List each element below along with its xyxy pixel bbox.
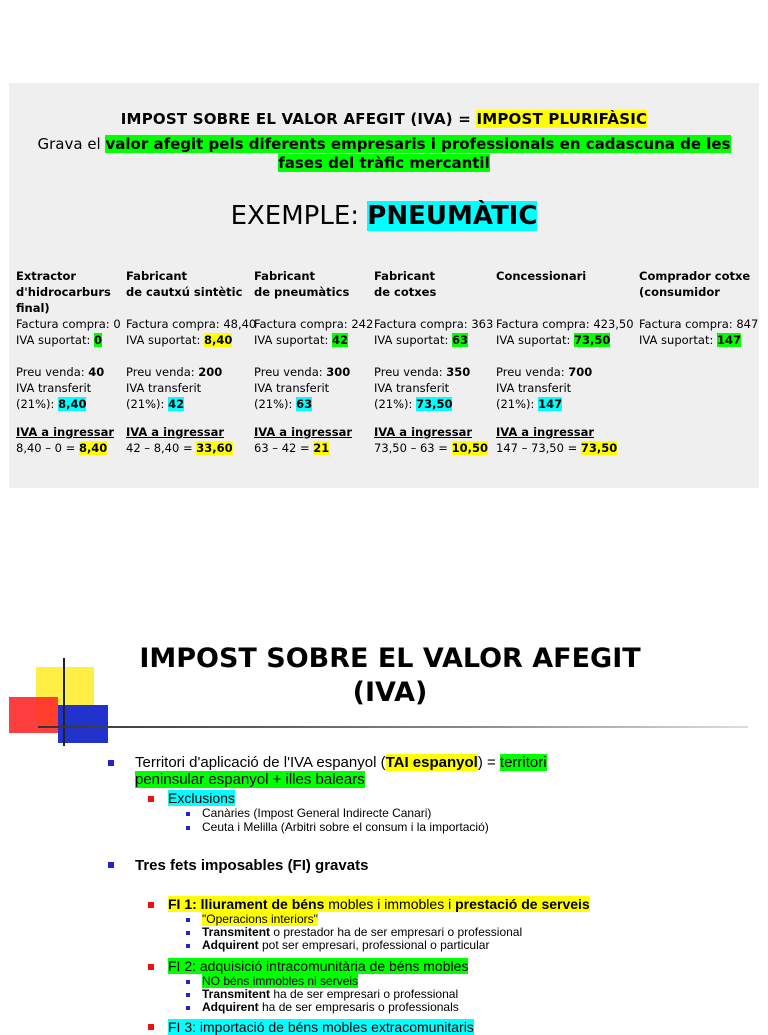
vat-transferred-label: IVA transferit bbox=[254, 381, 330, 395]
vat-transferred: (21%): 42 bbox=[126, 397, 185, 411]
purchase-invoice: Factura compra: 363 bbox=[374, 317, 494, 331]
fi1-sub-item: "Operacions interiors" bbox=[202, 912, 318, 926]
fi2-sub-item: NO béns immobles ni serveis bbox=[202, 974, 359, 988]
vat-transferred-label: IVA transferit bbox=[126, 381, 202, 395]
stage-column-consumer bbox=[639, 268, 758, 348]
column-header: Comprador cotxe (consumidor bbox=[639, 269, 751, 299]
bullet-icon bbox=[186, 993, 190, 997]
exclusions-heading: Exclusions bbox=[168, 790, 235, 806]
vat-to-pay-label: IVA a ingressar bbox=[496, 425, 595, 439]
vat-transferred-label: IVA transferit bbox=[374, 381, 450, 395]
sale-price: Preu venda: 300 bbox=[254, 365, 351, 379]
purchase-invoice: Factura compra: 423,50 bbox=[496, 317, 634, 331]
sale-price: Preu venda: 700 bbox=[496, 365, 593, 379]
bullet-icon bbox=[108, 862, 114, 868]
vat-transferred-label: IVA transferit bbox=[496, 381, 572, 395]
bullet-icon bbox=[186, 826, 190, 830]
vat-paid: IVA suportat: 8,40 bbox=[126, 333, 233, 347]
column-header: Fabricant de cotxes bbox=[374, 269, 437, 299]
example-name: PNEUMÀTIC bbox=[367, 201, 538, 231]
stage-column-cars bbox=[374, 268, 493, 456]
bullet-icon bbox=[108, 760, 114, 766]
slide-2 bbox=[0, 630, 768, 1035]
purchase-invoice: Factura compra: 242 bbox=[254, 317, 374, 331]
vat-transferred-label: IVA transferit bbox=[16, 381, 92, 395]
subtitle-highlight: valor afegit pels diferents empresaris i professionals en cadascuna de les fases del tràfic mercantil bbox=[105, 135, 731, 172]
bullet-icon bbox=[148, 796, 154, 802]
sale-price: Preu venda: 200 bbox=[126, 365, 223, 379]
fi1-sub-item: Transmitent o prestador ha de ser empresari o professional bbox=[202, 925, 523, 939]
vat-to-pay: 42 – 8,40 = 33,60 bbox=[126, 441, 233, 455]
fi1-sub-item: Adquirent pot ser empresari, professional o particular bbox=[202, 938, 490, 952]
vat-transferred: (21%): 63 bbox=[254, 397, 313, 411]
slide-2-title: IMPOST SOBRE EL VALOR AFEGIT (IVA) bbox=[139, 643, 641, 708]
vat-to-pay: 73,50 – 63 = 10,50 bbox=[374, 441, 488, 455]
bullet-icon bbox=[148, 902, 154, 908]
vat-to-pay: 8,40 – 0 = 8,40 bbox=[16, 441, 108, 455]
bullet-icon bbox=[186, 918, 190, 922]
vat-transferred: (21%): 73,50 bbox=[374, 397, 453, 411]
bullet-icon bbox=[148, 1024, 154, 1030]
vat-transferred: (21%): 8,40 bbox=[16, 397, 87, 411]
bullet-icon bbox=[186, 931, 190, 935]
purchase-invoice: Factura compra: 847 bbox=[639, 317, 759, 331]
purchase-invoice: Factura compra: 48,40 bbox=[126, 317, 257, 331]
bullet-icon bbox=[148, 964, 154, 970]
fi3-item: FI 3: importació de béns mobles extracomunitaris bbox=[168, 1019, 474, 1035]
fi2-item: FI 2: adquisició intracomunitària de béns mobles bbox=[168, 958, 469, 974]
exclusion-item: Ceuta i Melilla (Arbitri sobre el consum i la importació) bbox=[202, 820, 489, 834]
slide-1-subtitle: Grava el valor afegit pels diferents empresaris i professionals en cadascuna de les fases del tràfic mercantil bbox=[37, 135, 731, 172]
bullet-icon bbox=[186, 944, 190, 948]
title-highlight: IMPOST PLURIFÀSIC bbox=[476, 110, 648, 128]
stage-column-tyres bbox=[254, 268, 373, 456]
vat-to-pay-label: IVA a ingressar bbox=[254, 425, 353, 439]
purchase-invoice: Factura compra: 0 bbox=[16, 317, 121, 331]
exclusion-item: Canàries (Impost General Indirecte Canari) bbox=[202, 806, 432, 820]
vat-paid: IVA suportat: 42 bbox=[254, 333, 348, 347]
column-header: Fabricant de cautxú sintètic bbox=[126, 269, 243, 299]
bullet-icon bbox=[186, 980, 190, 984]
decor-horizontal-line bbox=[38, 726, 748, 728]
column-header: Extractor d'hidrocarburs final) bbox=[16, 269, 111, 315]
sale-price: Preu venda: 350 bbox=[374, 365, 471, 379]
territory-bullet: Territori d'aplicació de l'IVA espanyol (TAI espanyol) = territori peninsular espanyol + illes balears bbox=[135, 754, 547, 788]
fi1-item: FI 1: lliurament de béns mobles i immobles i prestació de serveis bbox=[168, 896, 590, 912]
vat-transferred: (21%): 147 bbox=[496, 397, 563, 411]
fi2-sub-item: Transmitent ha de ser empresari o professional bbox=[202, 987, 459, 1001]
column-header: Concessionari bbox=[496, 269, 587, 283]
bullet-icon bbox=[186, 812, 190, 816]
bullet-icon bbox=[186, 1006, 190, 1010]
vat-to-pay-label: IVA a ingressar bbox=[126, 425, 225, 439]
column-header: Fabricant de pneumàtics bbox=[254, 269, 350, 299]
vat-to-pay: 147 – 73,50 = 73,50 bbox=[496, 441, 618, 455]
stage-column-extractor bbox=[16, 268, 121, 456]
vat-paid: IVA suportat: 147 bbox=[639, 333, 741, 347]
decor-blue-square bbox=[58, 705, 108, 743]
decor-vertical-line bbox=[63, 658, 65, 746]
fi2-sub-item: Adquirent ha de ser empresaris o professionals bbox=[202, 1000, 459, 1014]
slide-1 bbox=[9, 83, 759, 488]
stage-column-rubber bbox=[126, 268, 256, 456]
stage-column-dealer bbox=[496, 268, 634, 456]
sale-price: Preu venda: 40 bbox=[16, 365, 105, 379]
vat-paid: IVA suportat: 63 bbox=[374, 333, 468, 347]
slide-1-title: IMPOST SOBRE EL VALOR AFEGIT (IVA) = IMPOST PLURIFÀSIC bbox=[120, 110, 648, 128]
vat-to-pay-label: IVA a ingressar bbox=[374, 425, 473, 439]
vat-paid: IVA suportat: 73,50 bbox=[496, 333, 611, 347]
example-heading: EXEMPLE: PNEUMÀTIC bbox=[230, 201, 538, 231]
taxable-events-heading: Tres fets imposables (FI) gravats bbox=[135, 857, 369, 874]
vat-to-pay-label: IVA a ingressar bbox=[16, 425, 115, 439]
vat-to-pay: 63 – 42 = 21 bbox=[254, 441, 330, 455]
vat-paid: IVA suportat: 0 bbox=[16, 333, 102, 347]
